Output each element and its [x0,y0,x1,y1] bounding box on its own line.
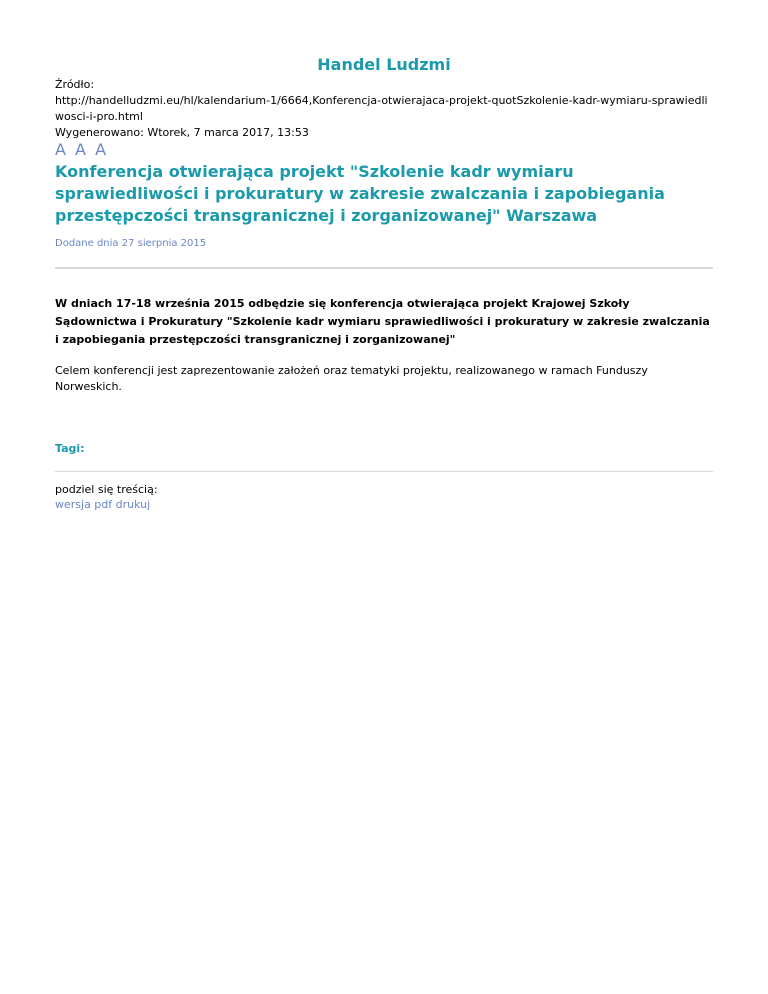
font-size-large-button[interactable]: A [95,140,108,159]
source-label: Źródło: [55,78,95,91]
pdf-version-link[interactable]: wersja pdf [55,498,113,511]
article-lead: W dniach 17-18 września 2015 odbędzie się konferencja otwierająca projekt Krajowej Szkoły Sądownictwa i Prokuratury "Szkolenie kadr wymiaru sprawiedliwości i prokuratury w zakresie zwalczania i zapobiegania przestępczości transgranicznej i zorganizowanej" [55,297,710,346]
generated-timestamp: Wygenerowano: Wtorek, 7 marca 2017, 13:53 [55,126,309,139]
document-meta [55,77,713,141]
share-links [55,498,713,512]
added-date: Dodane dnia 27 sierpnia 2015 [55,238,207,249]
article-body: Celem konferencji jest zaprezentowanie założeń oraz tematyki projektu, realizowanego w ramach Funduszy Norweskich. [55,364,648,393]
tags-label: Tagi: [55,442,85,455]
document-page [55,0,713,512]
site-title: Handel Ludzmi [317,55,451,74]
article-title: Konferencja otwierająca projekt "Szkolenie kadr wymiaru sprawiedliwości i prokuratury w zakresie zwalczania i zapobiegania przestępczości transgranicznej i zorganizowanej" Warszawa [55,162,665,225]
source-url: http://handelludzmi.eu/hl/kalendarium-1/6664,Konferencja-otwierajaca-projekt-quotSzkolenie-kadr-wymiaru-sprawiedliwosci-i-pro.html [55,94,708,123]
share-label: podziel się treścią: [55,483,158,496]
font-size-medium-button[interactable]: A [75,140,87,159]
header-divider [55,267,713,269]
print-link[interactable]: drukuj [115,498,151,511]
font-size-switch [55,141,713,159]
font-size-small-button[interactable]: A [55,140,67,159]
footer-divider [55,471,713,472]
